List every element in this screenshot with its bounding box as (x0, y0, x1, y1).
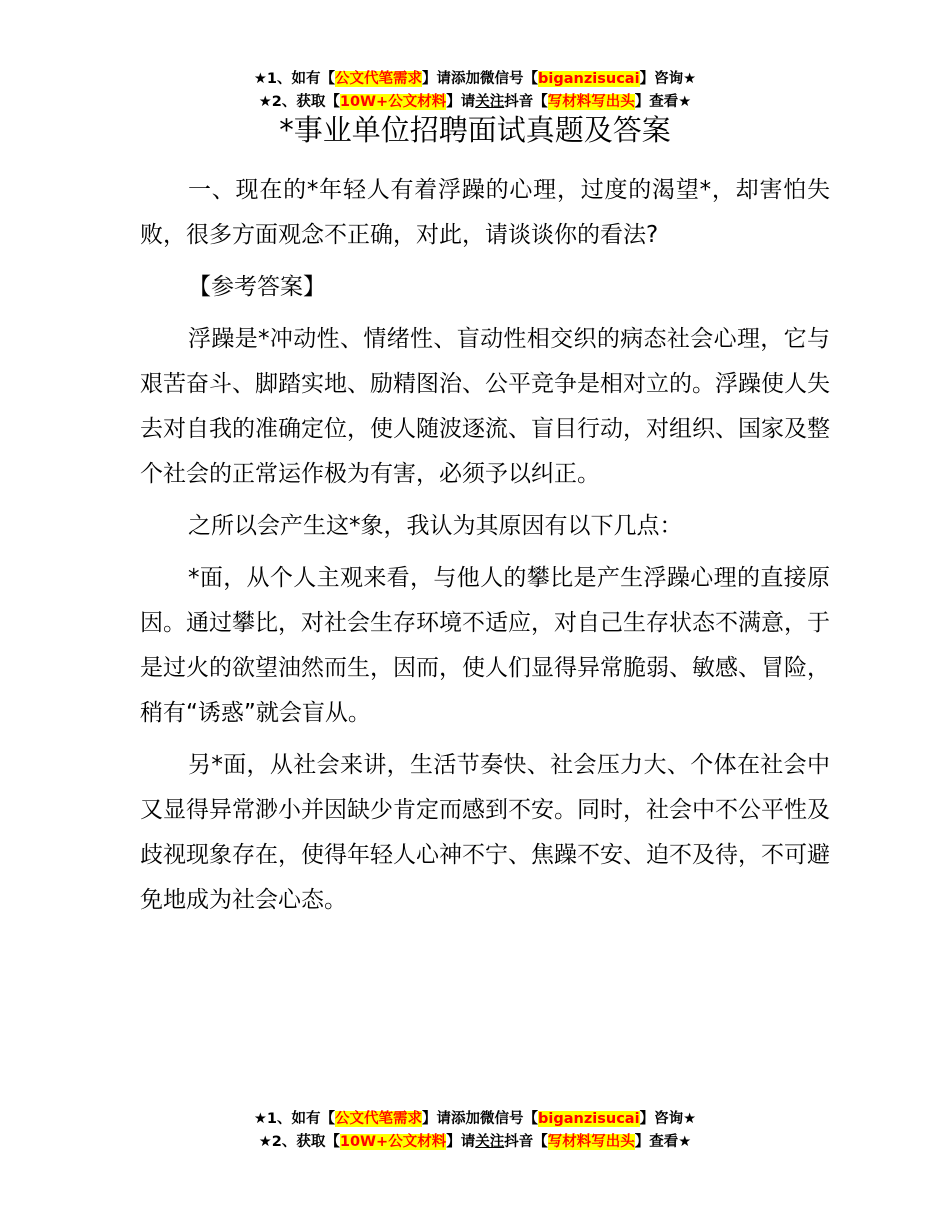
highlight-text: 10W+公文材料 (339, 1134, 447, 1150)
highlight-text: 写材料写出头 (547, 94, 635, 110)
banner-text: 】查看 (634, 1134, 679, 1150)
banner-text: 2、获取【 (271, 1134, 340, 1150)
document-body (140, 168, 830, 930)
banner-text: 】查看 (634, 94, 679, 110)
page-title: *事业单位招聘面试真题及答案 (279, 113, 671, 147)
banner-text: 微信号【 (480, 71, 539, 87)
banner-line-2 (0, 1131, 950, 1154)
star-icon: ★ (683, 71, 697, 87)
banner-text: 】请 (446, 94, 476, 110)
banner-emphasis: 关注 (475, 94, 505, 110)
banner-text: 】请 (422, 71, 452, 87)
banner-text: 】请 (446, 1134, 476, 1150)
highlight-text: 10W+公文材料 (339, 94, 447, 110)
banner-text: 】咨询 (639, 71, 684, 87)
banner-line-1 (0, 1108, 950, 1131)
banner-line-1 (0, 68, 950, 91)
highlight-text: 公文代笔需求 (335, 1111, 423, 1127)
body-paragraph: 另*面，从社会来讲，生活节奏快、社会压力大、个体在社会中又显得异常渺小并因缺少肯定而感到不安。同时，社会中不公平性及歧视现象存在，使得年轻人心神不宁、焦躁不安、迫不及待，不可避免地成为社会心态。 (140, 752, 830, 913)
star-icon: ★ (258, 94, 272, 110)
banner-text: 】请 (422, 1111, 452, 1127)
highlight-text: 公文代笔需求 (335, 71, 423, 87)
body-paragraph: *面，从个人主观来看，与他人的攀比是产生浮躁心理的直接原因。通过攀比，对社会生存环境不适应，对自己生存状态不满意，于是过火的欲望油然而生，因而，使人们显得异常脆弱、敏感、冒险，稍有“诱惑”就会盲从。 (140, 565, 830, 726)
banner-emphasis: 添加 (451, 1111, 481, 1127)
highlight-text: 写材料写出头 (547, 1134, 635, 1150)
footer-banner (0, 1108, 950, 1154)
highlight-text: biganzisucai (538, 71, 640, 87)
star-icon: ★ (258, 1134, 272, 1150)
body-paragraph: 浮躁是*冲动性、情绪性、盲动性相交织的病态社会心理，它与艰苦奋斗、脚踏实地、励精图治、公平竞争是相对立的。浮躁使人失去对自我的准确定位，使人随波逐流、盲目行动，对组织、国家及整个社会的正常运作极为有害，必须予以纠正。 (140, 326, 830, 487)
answer-label: 【参考答案】 (188, 274, 326, 300)
question-paragraph: 一、现在的*年轻人有着浮躁的心理，过度的渴望*，却害怕失败，很多方面观念不正确，对此，请谈谈你的看法? (140, 177, 830, 248)
banner-text: 2、获取【 (271, 94, 340, 110)
body-paragraph: 之所以会产生这*象，我认为其原因有以下几点： (188, 513, 683, 539)
banner-text: 】咨询 (639, 1111, 684, 1127)
banner-emphasis: 关注 (475, 1134, 505, 1150)
banner-text: 微信号【 (480, 1111, 539, 1127)
banner-text: 1、如有【 (266, 1111, 336, 1127)
star-icon: ★ (678, 94, 692, 110)
banner-text: 1、如有【 (266, 71, 336, 87)
star-icon: ★ (683, 1111, 697, 1127)
banner-text: 抖音【 (504, 94, 548, 110)
header-banner (0, 68, 950, 114)
star-icon: ★ (253, 71, 267, 87)
banner-emphasis: 添加 (451, 71, 481, 87)
star-icon: ★ (253, 1111, 267, 1127)
highlight-text: biganzisucai (538, 1111, 640, 1127)
star-icon: ★ (678, 1134, 692, 1150)
banner-text: 抖音【 (504, 1134, 548, 1150)
